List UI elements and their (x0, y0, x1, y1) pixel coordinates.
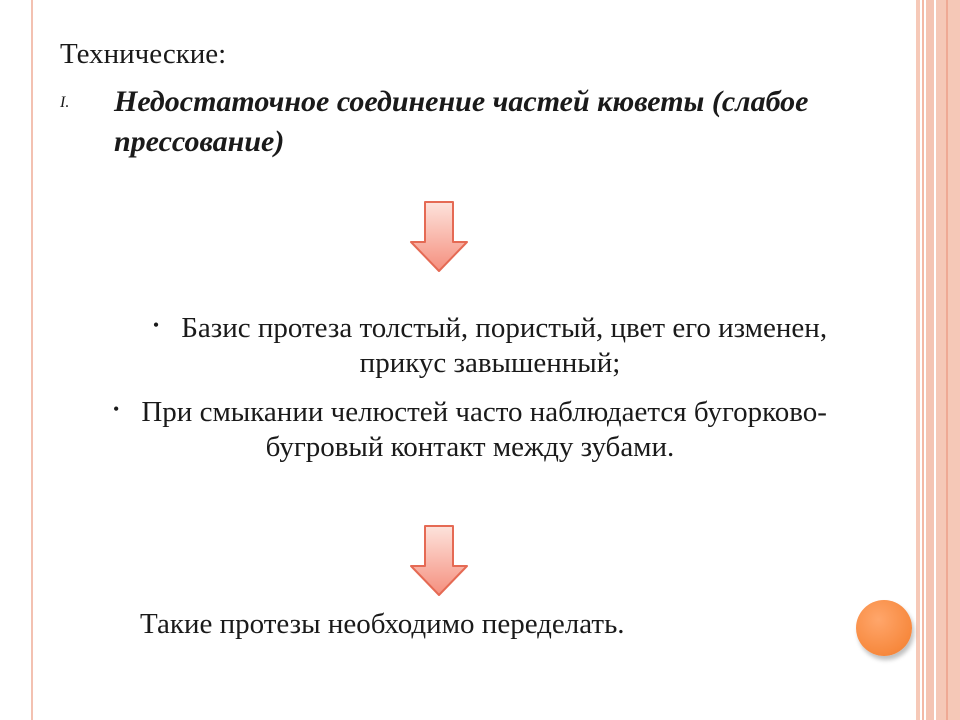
right-stripe (926, 0, 934, 720)
left-border-line (31, 0, 33, 720)
bullet-text: Базис протеза толстый, пористый, цвет его изменен, прикус завышенный; (181, 312, 828, 379)
list-item-text: Недостаточное соединение частей кюветы (слабое прессование) (114, 85, 809, 158)
right-stripe (946, 0, 948, 720)
bullet-marker: • (113, 399, 120, 419)
conclusion-text: Такие протезы необходимо переделать. (140, 608, 625, 640)
right-stripe (922, 0, 924, 720)
down-arrow-icon (409, 200, 469, 274)
bullet-item (150, 308, 830, 381)
list-number: I. (60, 94, 70, 111)
down-arrow-icon (409, 524, 469, 598)
right-stripe (936, 0, 960, 720)
heading-text: Технические: (60, 38, 227, 70)
right-stripe (916, 0, 920, 720)
bullet-marker: • (152, 315, 160, 335)
bullet-text: При смыкании челюстей часто наблюдается бугорково-бугровый контакт между зубами. (141, 396, 827, 463)
bullet-item (100, 392, 840, 465)
orange-circle-icon (856, 600, 912, 656)
